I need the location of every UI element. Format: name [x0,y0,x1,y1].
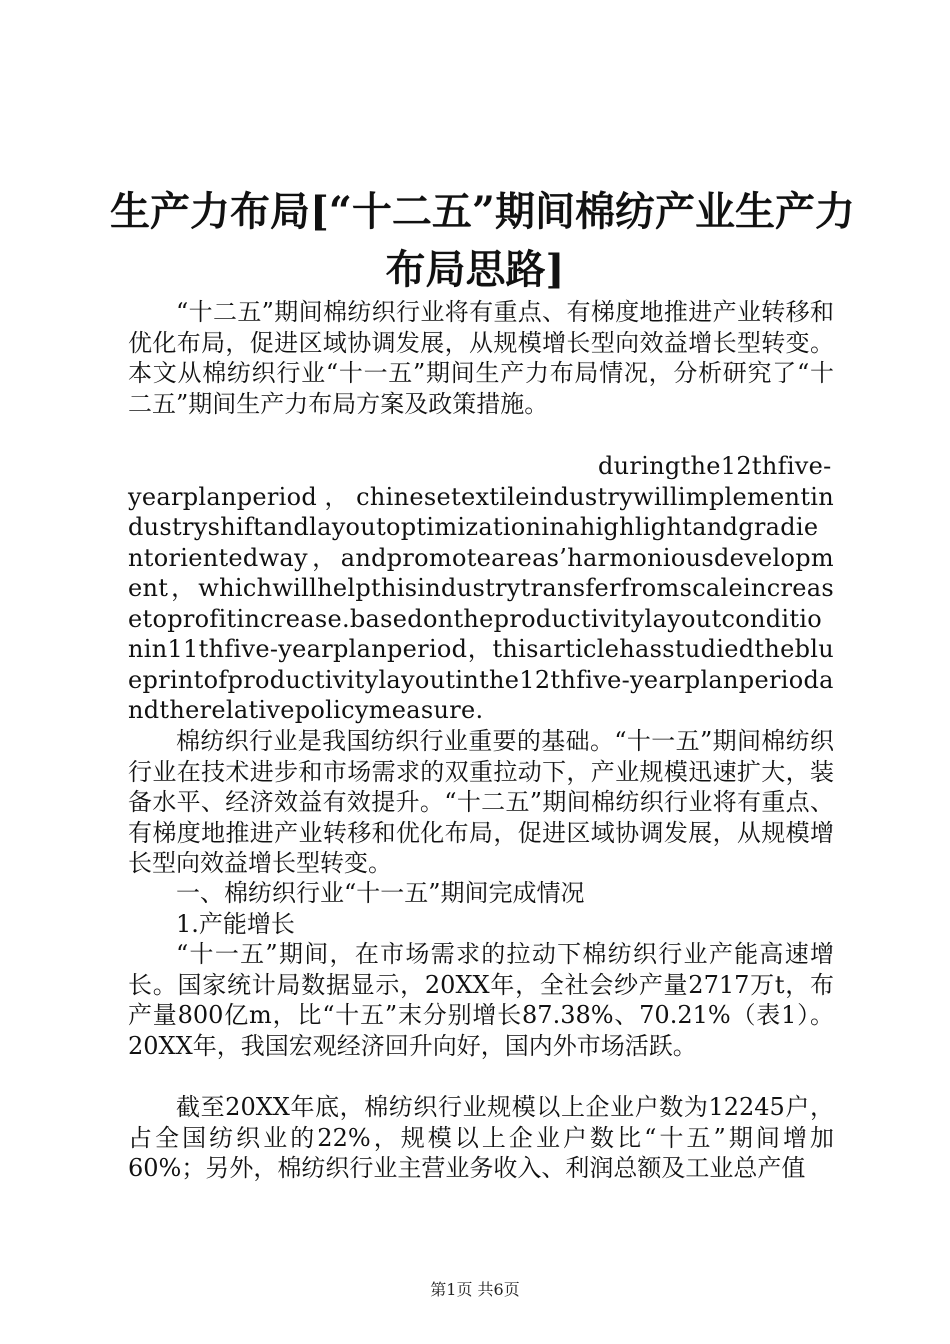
capacity-growth-paragraph: “十一五”期间，在市场需求的拉动下棉纺织行业产能高速增长。国家统计局数据显示，20XX年，全社会纱产量2717万t，布产量800亿m，比“十五”末分别增长87.38%、70.21%（表1）。20XX年，我国宏观经济回升向好，国内外市场活跃。 [128,940,834,1060]
document-title-line-2: 布局思路] [385,246,565,293]
section-heading: 一、棉纺织行业“十一五”期间完成情况 [176,879,585,907]
intro-paragraph: 棉纺织行业是我国纺织行业重要的基础。“十一五”期间棉纺织行业在技术进步和市场需求的双重拉动下，产业规模迅速扩大，装备水平、经济效益有效提升。“十二五”期间棉纺织行业将有重点、有梯度地推进产业转移和优化布局，促进区域协调发展，从规模增长型向效益增长型转变。 [128,727,834,877]
english-abstract-text: yearplanperiod，chinesetextileindustrywillimplementindustryshiftandlayoutoptimizationinahighlightandgradientorientedway，andpromoteareas’harmoniousdevelopment，whichwillhelpthisindustrytransferfromscaleincreasetoprofitincrease.basedontheproductivitylayoutconditionin11thfive-yearplanperiod，thisarticlehasstudiedtheblueprintofproductivitylayoutinthe12thfive-yearplanperiodandtherelativepolicymeasure. [128,482,834,724]
english-abstract-lead: duringthe12thfive- [598,452,832,480]
chinese-abstract-paragraph: “十二五”期间棉纺织行业将有重点、有梯度地推进产业转移和优化布局，促进区域协调发展，从规模增长型向效益增长型转变。本文从棉纺织行业“十一五”期间生产力布局情况，分析研究了“十二五”期间生产力布局方案及政策措施。 [128,298,834,418]
subsection-heading: 1.产能增长 [176,910,295,938]
english-abstract-paragraph [128,451,834,726]
enterprise-count-paragraph: 截至20XX年底，棉纺织行业规模以上企业户数为12245户，占全国纺织业的22%，规模以上企业户数比“十五”期间增加60%；另外，棉纺织行业主营业务收入、利润总额及工业总产值 [128,1093,834,1182]
page-number-footer: 第1页 共6页 [430,1280,520,1299]
document-title-line-1: 生产力布局[“十二五”期间棉纺产业生产力 [110,188,855,235]
